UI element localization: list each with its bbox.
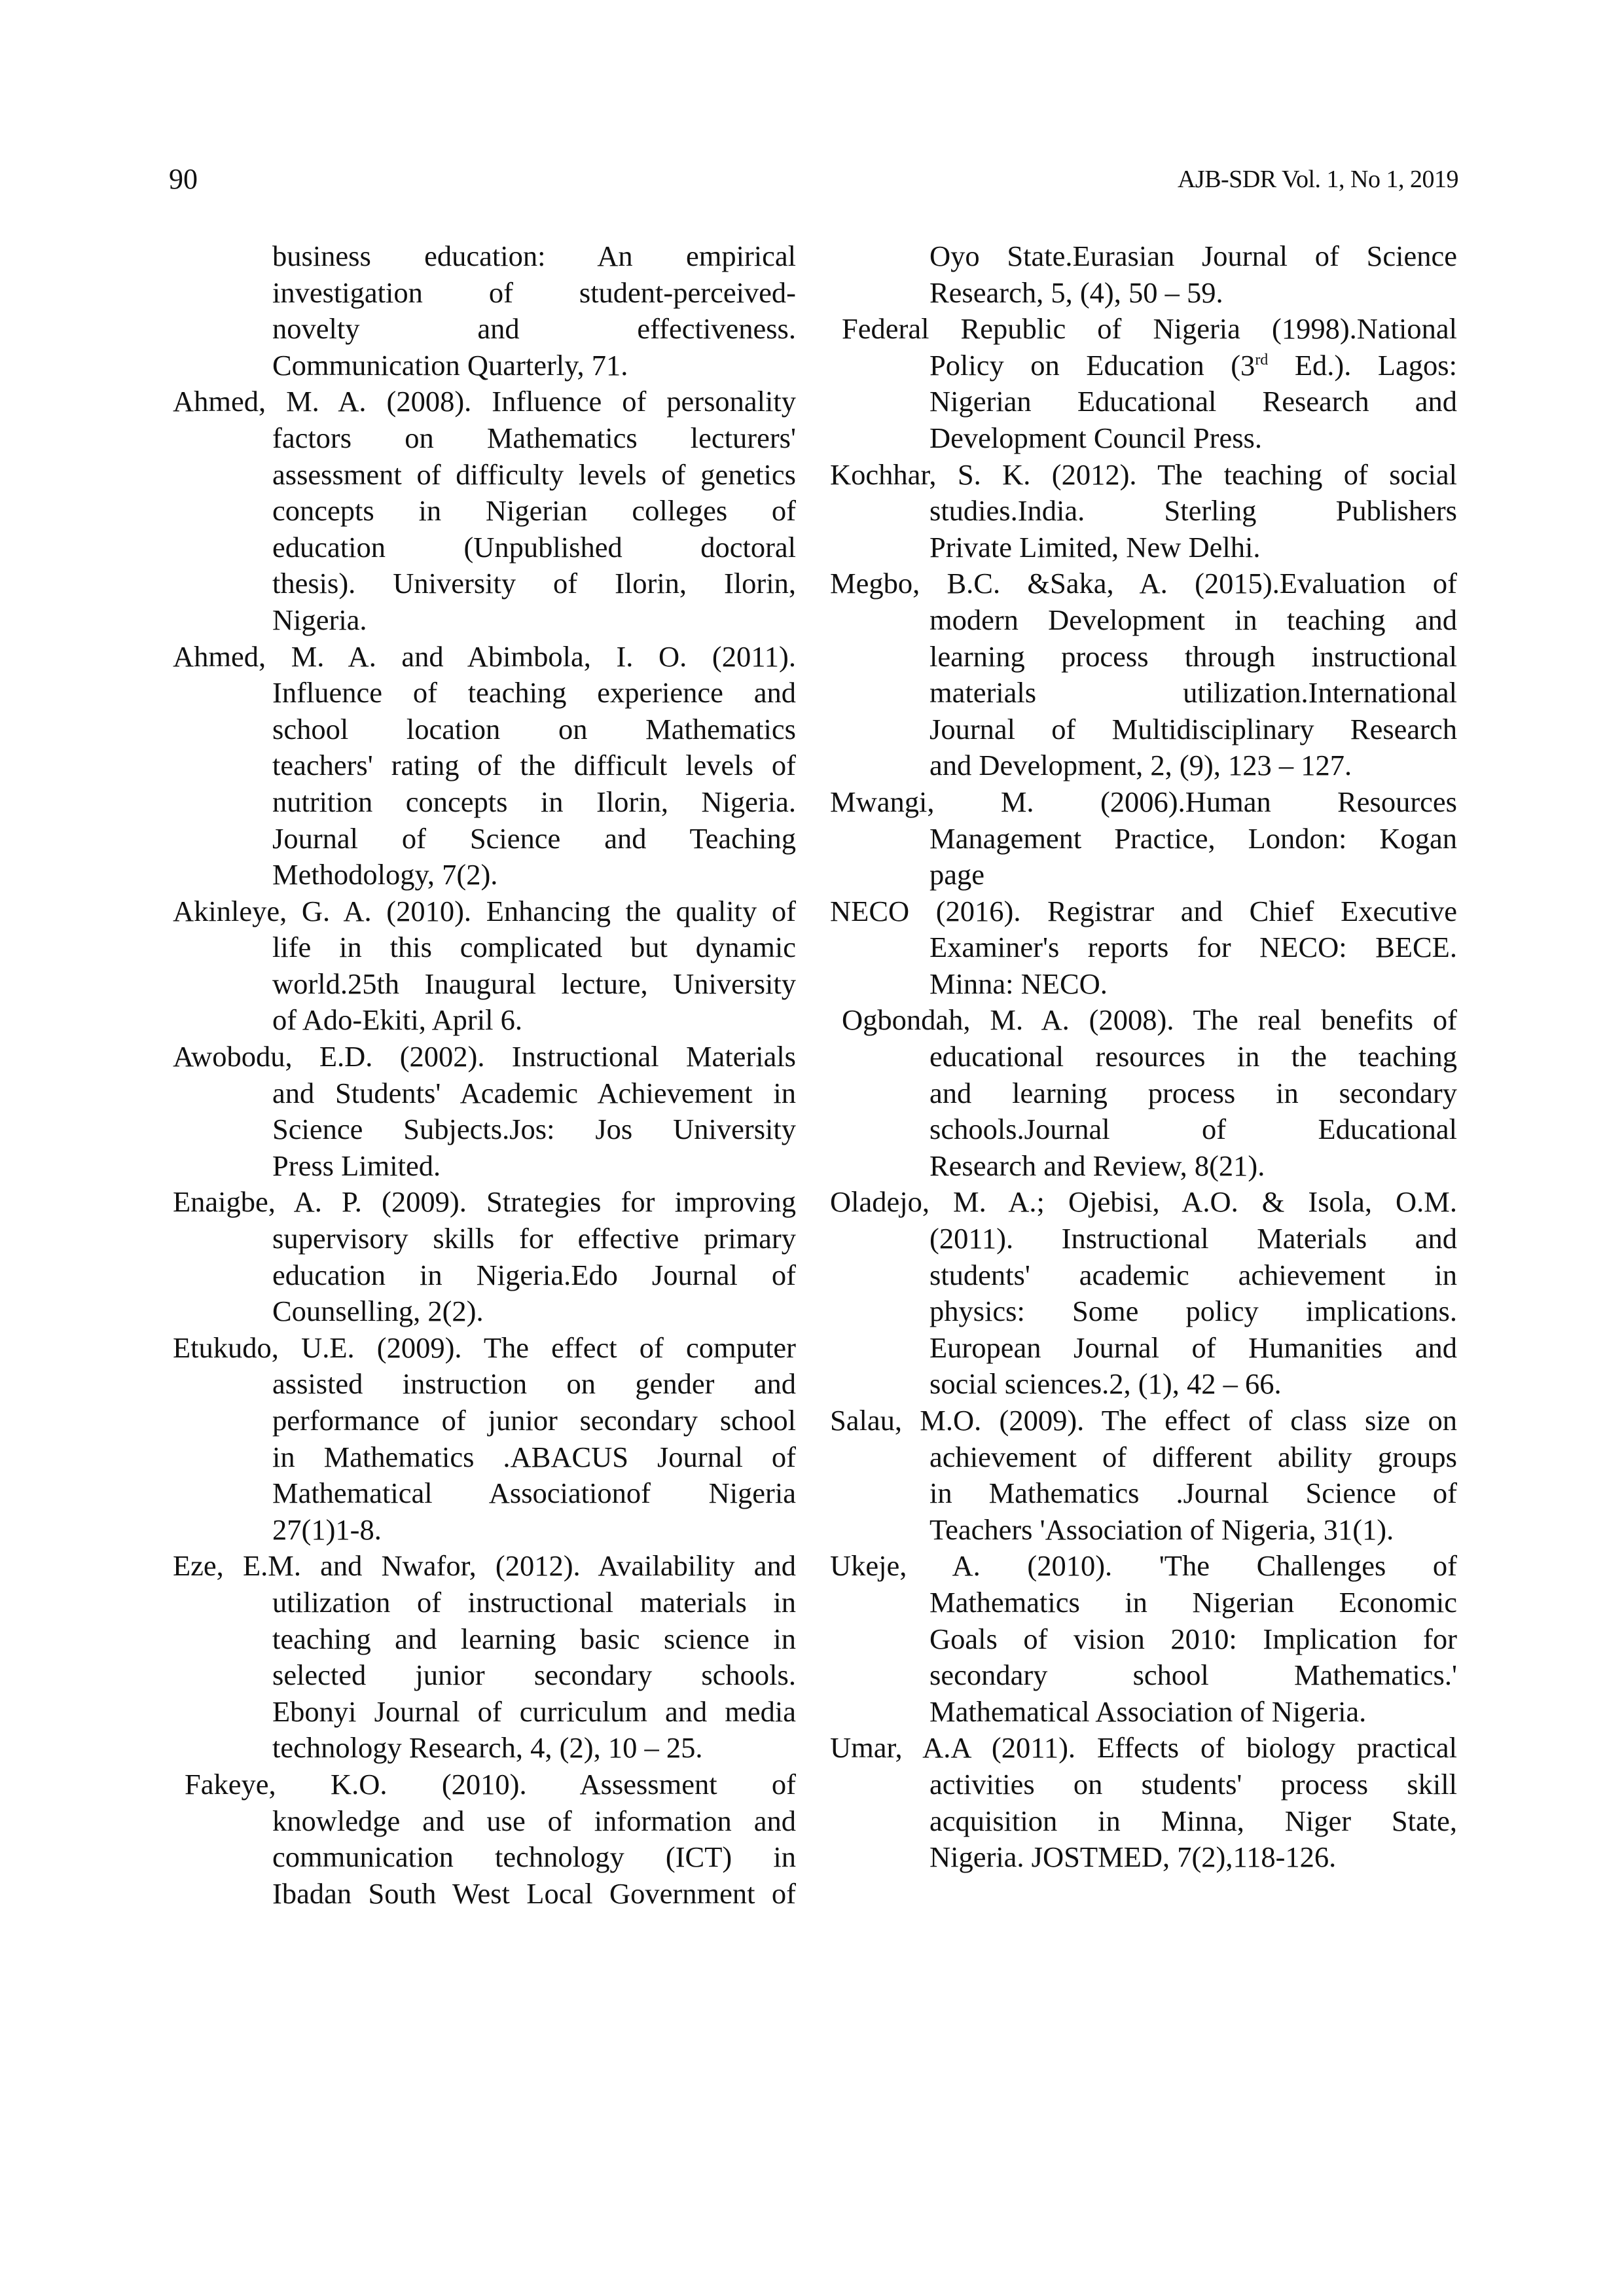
reference-line: achievement of different ability groups bbox=[929, 1440, 1457, 1473]
reference-line: business education: An empirical bbox=[272, 240, 796, 272]
reference-line: Kochhar, S. K. (2012). The teaching of social bbox=[830, 457, 1457, 491]
reference-line: Etukudo, U.E. (2009). The effect of computer bbox=[173, 1331, 796, 1364]
reference-line: Research and Review, 8(21). bbox=[929, 1149, 1265, 1182]
reference-line: teaching and learning basic science in bbox=[272, 1622, 796, 1655]
reference-line: teachers' rating of the difficult levels of bbox=[272, 749, 796, 782]
reference-entry bbox=[830, 893, 1457, 1003]
reference-line: page bbox=[929, 858, 985, 891]
reference-line: school location on Mathematics bbox=[272, 712, 796, 745]
reference-line: and learning process in secondary bbox=[929, 1076, 1457, 1109]
reference-line: Mwangi, M. (2006).Human Resources bbox=[830, 785, 1457, 818]
reference-line: knowledge and use of information and bbox=[272, 1804, 796, 1837]
reference-line: NECO (2016). Registrar and Chief Executive bbox=[830, 894, 1457, 927]
reference-entry bbox=[173, 1767, 796, 1912]
reference-entry bbox=[830, 311, 1457, 456]
reference-line: Megbo, B.C. &Saka, A. (2015).Evaluation of bbox=[830, 567, 1457, 600]
reference-entry bbox=[173, 1330, 796, 1549]
reference-entry bbox=[830, 1548, 1457, 1730]
reference-line: Nigeria. bbox=[272, 603, 367, 636]
reference-line: Goals of vision 2010: Implication for bbox=[929, 1622, 1457, 1655]
reference-line: Minna: NECO. bbox=[929, 967, 1108, 1000]
reference-line: activities on students' process skill bbox=[929, 1767, 1457, 1801]
reference-line: modern Development in teaching and bbox=[929, 603, 1457, 636]
reference-line: Mathematical Association of Nigeria. bbox=[929, 1695, 1367, 1728]
superscript: rd bbox=[1255, 351, 1269, 368]
reference-entry bbox=[173, 1039, 796, 1184]
reference-line: Enaigbe, A. P. (2009). Strategies for improving bbox=[173, 1185, 796, 1219]
reference-line: and Students' Academic Achievement in bbox=[272, 1076, 796, 1109]
reference-line: Ahmed, M. A. (2008). Influence of personality bbox=[173, 385, 796, 418]
reference-line: educational resources in the teaching bbox=[929, 1040, 1457, 1073]
reference-line: performance of junior secondary school bbox=[272, 1404, 796, 1437]
reference-line: Awobodu, E.D. (2002). Instructional Materials bbox=[173, 1040, 796, 1073]
reference-line: Policy on Education (3rd Ed.). Lagos: bbox=[929, 348, 1457, 382]
reference-line: Counselling, 2(2). bbox=[272, 1295, 484, 1328]
reference-line: selected junior secondary schools. bbox=[272, 1659, 796, 1692]
reference-line: communication technology (ICT) in bbox=[272, 1840, 796, 1874]
reference-line: Research, 5, (4), 50 – 59. bbox=[929, 276, 1223, 309]
reference-line: Science Subjects.Jos: Jos University bbox=[272, 1113, 796, 1146]
reference-line: Ibadan South West Local Government of bbox=[272, 1876, 796, 1910]
page-header bbox=[169, 162, 1458, 202]
reference-line: Umar, A.A (2011). Effects of biology practical bbox=[830, 1731, 1457, 1765]
references-right-column bbox=[830, 238, 1457, 1876]
reference-line: acquisition in Minna, Niger State, bbox=[929, 1804, 1457, 1837]
reference-line: Communication Quarterly, 71. bbox=[272, 348, 628, 382]
reference-line: technology Research, 4, (2), 10 – 25. bbox=[272, 1731, 703, 1765]
reference-line: world.25th Inaugural lecture, University bbox=[272, 967, 796, 1000]
reference-line: education in Nigeria.Edo Journal of bbox=[272, 1258, 796, 1291]
reference-entry bbox=[173, 1184, 796, 1329]
reference-entry bbox=[830, 1730, 1457, 1875]
reference-line: studies.India. Sterling Publishers bbox=[929, 494, 1457, 528]
reference-line: Akinleye, G. A. (2010). Enhancing the quality of bbox=[173, 894, 796, 927]
reference-line: physics: Some policy implications. bbox=[929, 1295, 1457, 1328]
reference-line: students' academic achievement in bbox=[929, 1258, 1457, 1291]
reference-line: assessment of difficulty levels of genetics bbox=[272, 457, 796, 491]
reference-line: Ebonyi Journal of curriculum and media bbox=[272, 1695, 796, 1728]
reference-line: learning process through instructional bbox=[929, 639, 1457, 673]
reference-line: European Journal of Humanities and bbox=[929, 1331, 1457, 1364]
reference-line: thesis). University of Ilorin, Ilorin, bbox=[272, 567, 796, 600]
reference-entry bbox=[830, 238, 1457, 311]
reference-line: Teachers 'Association of Nigeria, 31(1). bbox=[929, 1513, 1394, 1546]
reference-line: factors on Mathematics lecturers' bbox=[272, 421, 796, 454]
reference-line: Mathematical Associationof Nigeria bbox=[272, 1477, 796, 1510]
reference-entry bbox=[173, 639, 796, 893]
reference-entry bbox=[830, 1002, 1457, 1184]
reference-line: Influence of teaching experience and bbox=[272, 676, 796, 709]
reference-line: Mathematics in Nigerian Economic bbox=[929, 1585, 1457, 1619]
reference-entry bbox=[173, 384, 796, 638]
reference-line: Ogbondah, M. A. (2008). The real benefits of bbox=[842, 1003, 1457, 1037]
reference-line: life in this complicated but dynamic bbox=[272, 931, 796, 964]
reference-line: Eze, E.M. and Nwafor, (2012). Availability and bbox=[173, 1549, 796, 1583]
reference-line: Development Council Press. bbox=[929, 421, 1262, 454]
page-number: 90 bbox=[169, 163, 198, 195]
references-left-column bbox=[173, 238, 796, 1912]
reference-line: nutrition concepts in Ilorin, Nigeria. bbox=[272, 785, 796, 818]
reference-line: novelty and effectiveness. bbox=[272, 312, 796, 346]
reference-entry bbox=[173, 238, 796, 384]
running-head: AJB-SDR Vol. 1, No 1, 2019 bbox=[1177, 166, 1458, 193]
reference-line: Nigerian Educational Research and bbox=[929, 385, 1457, 418]
reference-line: investigation of student-perceived- bbox=[272, 276, 796, 309]
reference-line: of Ado-Ekiti, April 6. bbox=[272, 1003, 522, 1037]
reference-line: utilization of instructional materials in bbox=[272, 1585, 796, 1619]
reference-entry bbox=[830, 1184, 1457, 1403]
reference-line: Methodology, 7(2). bbox=[272, 858, 498, 891]
reference-line: in Mathematics .ABACUS Journal of bbox=[272, 1440, 796, 1473]
reference-line: assisted instruction on gender and bbox=[272, 1367, 796, 1401]
reference-line: Oyo State.Eurasian Journal of Science bbox=[929, 240, 1457, 272]
reference-line: Nigeria. JOSTMED, 7(2),118-126. bbox=[929, 1840, 1337, 1874]
reference-line: social sciences.2, (1), 42 – 66. bbox=[929, 1367, 1282, 1401]
reference-line: Journal of Multidisciplinary Research bbox=[929, 712, 1457, 745]
reference-line: Management Practice, London: Kogan bbox=[929, 821, 1457, 855]
reference-entry bbox=[830, 1403, 1457, 1548]
reference-line: Salau, M.O. (2009). The effect of class size on bbox=[830, 1404, 1457, 1437]
reference-entry bbox=[830, 565, 1457, 784]
reference-entry bbox=[830, 457, 1457, 566]
reference-line: Press Limited. bbox=[272, 1149, 441, 1182]
reference-line: materials utilization.International bbox=[929, 676, 1457, 709]
reference-line: Oladejo, M. A.; Ojebisi, A.O. & Isola, O.M. bbox=[830, 1185, 1457, 1219]
reference-line: schools.Journal of Educational bbox=[929, 1113, 1457, 1146]
reference-line: Private Limited, New Delhi. bbox=[929, 530, 1261, 564]
reference-line: in Mathematics .Journal Science of bbox=[929, 1477, 1457, 1510]
reference-line: Examiner's reports for NECO: BECE. bbox=[929, 931, 1457, 964]
reference-line: (2011). Instructional Materials and bbox=[929, 1222, 1457, 1255]
reference-entry bbox=[173, 1548, 796, 1767]
reference-line: secondary school Mathematics.' bbox=[929, 1659, 1457, 1692]
reference-line: Federal Republic of Nigeria (1998).National bbox=[842, 312, 1457, 346]
reference-line: Journal of Science and Teaching bbox=[272, 821, 796, 855]
reference-line: Ahmed, M. A. and Abimbola, I. O. (2011). bbox=[173, 639, 796, 673]
reference-entry bbox=[173, 893, 796, 1039]
reference-entry bbox=[830, 784, 1457, 893]
reference-line: education (Unpublished doctoral bbox=[272, 530, 796, 564]
reference-line: supervisory skills for effective primary bbox=[272, 1222, 796, 1255]
reference-line: 27(1)1-8. bbox=[272, 1513, 382, 1546]
reference-line: concepts in Nigerian colleges of bbox=[272, 494, 796, 528]
reference-line: and Development, 2, (9), 123 – 127. bbox=[929, 749, 1352, 782]
reference-line: Fakeye, K.O. (2010). Assessment of bbox=[185, 1767, 796, 1801]
reference-line: Ukeje, A. (2010). 'The Challenges of bbox=[830, 1549, 1457, 1583]
